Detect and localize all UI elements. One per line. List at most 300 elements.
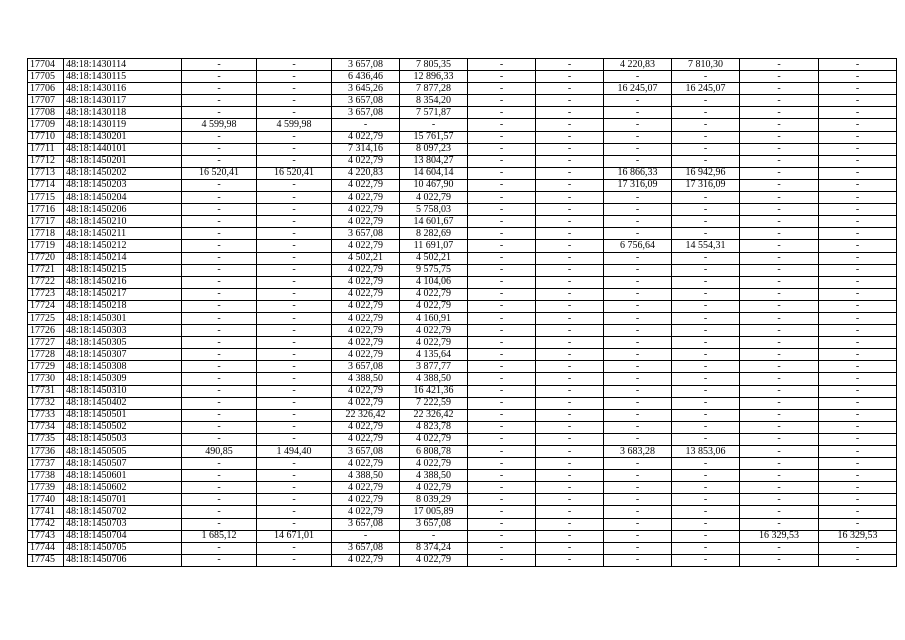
table-cell: 16 520,41 — [257, 167, 332, 179]
table-cell: - — [604, 192, 672, 204]
table-cell: 17737 — [28, 458, 64, 470]
table-cell: - — [740, 542, 819, 554]
table-cell: - — [182, 107, 257, 119]
table-cell: 17730 — [28, 373, 64, 385]
table-cell: - — [740, 373, 819, 385]
table-cell: - — [468, 506, 536, 518]
table-cell: 17722 — [28, 276, 64, 288]
table-cell: 17720 — [28, 252, 64, 264]
table-cell: - — [468, 421, 536, 433]
table-cell: 4 022,79 — [332, 204, 400, 216]
table-cell: - — [182, 518, 257, 530]
table-cell: - — [182, 83, 257, 95]
table-cell: - — [468, 337, 536, 349]
table-row — [28, 433, 897, 445]
table-row — [28, 494, 897, 506]
table-cell: 48:18:1450505 — [64, 446, 182, 458]
table-row — [28, 216, 897, 228]
table-cell: - — [740, 433, 819, 445]
table-cell: - — [819, 131, 897, 143]
table-cell: - — [819, 216, 897, 228]
table-cell: - — [536, 518, 604, 530]
table-row — [28, 325, 897, 337]
table-cell: 17715 — [28, 192, 64, 204]
table-row — [28, 59, 897, 71]
table-cell: 3 657,08 — [332, 542, 400, 554]
table-cell: - — [536, 506, 604, 518]
table-cell: 16 245,07 — [604, 83, 672, 95]
table-cell: 4 022,79 — [332, 155, 400, 167]
table-cell: - — [672, 385, 740, 397]
table-cell: - — [257, 385, 332, 397]
table-cell: - — [257, 361, 332, 373]
data-table — [27, 58, 897, 567]
table-cell: - — [536, 71, 604, 83]
table-cell: 17731 — [28, 385, 64, 397]
table-cell: 48:18:1450218 — [64, 300, 182, 312]
table-cell: - — [740, 325, 819, 337]
table-cell: 48:18:1450706 — [64, 554, 182, 566]
table-cell: - — [536, 59, 604, 71]
table-cell: - — [672, 470, 740, 482]
table-cell: - — [182, 192, 257, 204]
table-cell: - — [468, 542, 536, 554]
table-cell: - — [740, 71, 819, 83]
table-cell: - — [604, 385, 672, 397]
table-cell: 6 436,46 — [332, 71, 400, 83]
table-cell: 1 685,12 — [182, 530, 257, 542]
table-cell: - — [604, 155, 672, 167]
table-cell: - — [257, 95, 332, 107]
table-cell: 9 575,75 — [400, 264, 468, 276]
table-cell: 48:18:1450214 — [64, 252, 182, 264]
table-cell: 17733 — [28, 409, 64, 421]
table-cell: 48:18:1450301 — [64, 312, 182, 324]
table-cell: - — [672, 252, 740, 264]
table-cell: - — [257, 542, 332, 554]
table-cell: - — [536, 494, 604, 506]
table-cell: - — [182, 542, 257, 554]
table-cell: - — [257, 228, 332, 240]
table-row — [28, 337, 897, 349]
table-cell: - — [604, 361, 672, 373]
table-cell: 48:18:1450705 — [64, 542, 182, 554]
table-cell: - — [819, 397, 897, 409]
table-cell: - — [536, 325, 604, 337]
table-cell: 48:18:1430119 — [64, 119, 182, 131]
table-cell: - — [740, 288, 819, 300]
table-cell: - — [182, 349, 257, 361]
table-cell: 17 316,09 — [672, 179, 740, 191]
table-cell: - — [182, 373, 257, 385]
table-cell: 17 005,89 — [400, 506, 468, 518]
table-cell: - — [536, 554, 604, 566]
table-row — [28, 482, 897, 494]
table-cell: 3 657,08 — [332, 228, 400, 240]
table-cell: - — [182, 204, 257, 216]
table-cell: - — [740, 409, 819, 421]
table-cell: - — [672, 361, 740, 373]
table-cell: 17735 — [28, 433, 64, 445]
table-cell: 4 022,79 — [332, 494, 400, 506]
table-cell: 17723 — [28, 288, 64, 300]
table-cell: - — [672, 409, 740, 421]
table-cell: 4 220,83 — [332, 167, 400, 179]
table-cell: - — [604, 252, 672, 264]
table-cell: - — [819, 337, 897, 349]
table-cell: - — [672, 264, 740, 276]
table-cell: - — [536, 240, 604, 252]
table-cell: 4 022,79 — [400, 482, 468, 494]
table-cell: 16 520,41 — [182, 167, 257, 179]
table-cell: - — [672, 506, 740, 518]
table-cell: - — [819, 554, 897, 566]
table-cell: - — [740, 506, 819, 518]
table-cell: - — [604, 494, 672, 506]
table-cell: - — [672, 433, 740, 445]
table-cell: 48:18:1450212 — [64, 240, 182, 252]
table-cell: - — [604, 470, 672, 482]
table-cell: - — [468, 482, 536, 494]
table-cell: - — [468, 119, 536, 131]
table-cell: - — [740, 264, 819, 276]
table-cell: - — [182, 264, 257, 276]
table-cell: 48:18:1450217 — [64, 288, 182, 300]
table-cell: - — [740, 554, 819, 566]
table-cell: - — [672, 518, 740, 530]
table-cell: - — [182, 131, 257, 143]
table-cell: 16 329,53 — [819, 530, 897, 542]
table-row — [28, 264, 897, 276]
table-cell: 14 554,31 — [672, 240, 740, 252]
table-cell: - — [182, 300, 257, 312]
table-cell: 4 022,79 — [332, 312, 400, 324]
table-cell: 10 467,90 — [400, 179, 468, 191]
table-cell: - — [257, 518, 332, 530]
table-cell: - — [604, 264, 672, 276]
table-cell: - — [819, 494, 897, 506]
table-cell: - — [604, 131, 672, 143]
table-cell: - — [182, 506, 257, 518]
table-cell: 4 022,79 — [332, 337, 400, 349]
table-cell: 17711 — [28, 143, 64, 155]
table-cell: - — [672, 482, 740, 494]
table-cell: - — [468, 361, 536, 373]
table-row — [28, 240, 897, 252]
table-cell: 17707 — [28, 95, 64, 107]
table-cell: - — [740, 107, 819, 119]
table-cell: 4 388,50 — [400, 373, 468, 385]
table-cell: - — [604, 482, 672, 494]
table-row — [28, 530, 897, 542]
table-cell: - — [604, 143, 672, 155]
table-cell: - — [468, 385, 536, 397]
table-cell: 13 853,06 — [672, 446, 740, 458]
table-cell: - — [672, 95, 740, 107]
table-cell: - — [468, 470, 536, 482]
table-cell: - — [468, 312, 536, 324]
table-cell: - — [672, 421, 740, 433]
table-cell: 14 604,14 — [400, 167, 468, 179]
table-cell: 17704 — [28, 59, 64, 71]
table-cell: - — [740, 337, 819, 349]
table-cell: - — [468, 276, 536, 288]
table-cell: - — [672, 325, 740, 337]
table-cell: 16 421,36 — [400, 385, 468, 397]
table-cell: - — [468, 95, 536, 107]
table-cell: - — [257, 397, 332, 409]
table-cell: - — [257, 349, 332, 361]
table-cell: 48:18:1450216 — [64, 276, 182, 288]
table-cell: 48:18:1450215 — [64, 264, 182, 276]
table-cell: - — [257, 506, 332, 518]
table-cell: 48:18:1450202 — [64, 167, 182, 179]
table-cell: 17726 — [28, 325, 64, 337]
table-cell: - — [740, 361, 819, 373]
table-row — [28, 373, 897, 385]
table-cell: 4 022,79 — [332, 216, 400, 228]
table-cell: 4 220,83 — [604, 59, 672, 71]
table-cell: 48:18:1450501 — [64, 409, 182, 421]
table-row — [28, 192, 897, 204]
table-cell: - — [257, 554, 332, 566]
table-cell: - — [536, 312, 604, 324]
table-cell: 17741 — [28, 506, 64, 518]
table-cell: 48:18:1450601 — [64, 470, 182, 482]
table-cell: - — [672, 131, 740, 143]
table-cell: - — [182, 494, 257, 506]
table-cell: 7 314,16 — [332, 143, 400, 155]
table-cell: - — [468, 59, 536, 71]
table-row — [28, 470, 897, 482]
table-cell: - — [672, 216, 740, 228]
table-cell: - — [819, 228, 897, 240]
table-cell: 4 022,79 — [332, 264, 400, 276]
table-cell: - — [182, 325, 257, 337]
table-cell: - — [257, 409, 332, 421]
table-cell: 7 877,28 — [400, 83, 468, 95]
table-cell: 17718 — [28, 228, 64, 240]
table-cell: 17725 — [28, 312, 64, 324]
table-cell: - — [819, 518, 897, 530]
table-cell: - — [672, 71, 740, 83]
table-cell: - — [400, 119, 468, 131]
table-cell: 48:18:1450303 — [64, 325, 182, 337]
table-cell: - — [740, 446, 819, 458]
table-cell: 48:18:1450307 — [64, 349, 182, 361]
table-cell: - — [536, 373, 604, 385]
table-cell: - — [604, 276, 672, 288]
table-cell: - — [672, 312, 740, 324]
table-cell: 8 354,20 — [400, 95, 468, 107]
table-cell: - — [257, 204, 332, 216]
table-cell: - — [257, 143, 332, 155]
table-cell: 4 022,79 — [332, 325, 400, 337]
table-cell: - — [468, 349, 536, 361]
table-cell: 48:18:1430116 — [64, 83, 182, 95]
table-cell: 48:18:1430114 — [64, 59, 182, 71]
table-cell: 17742 — [28, 518, 64, 530]
table-cell: 48:18:1450204 — [64, 192, 182, 204]
table-cell: 6 808,78 — [400, 446, 468, 458]
table-cell: 3 657,08 — [400, 518, 468, 530]
table-cell: - — [536, 385, 604, 397]
table-cell: - — [672, 204, 740, 216]
table-cell: - — [740, 518, 819, 530]
table-cell: - — [672, 458, 740, 470]
table-row — [28, 288, 897, 300]
table-cell: 4 022,79 — [332, 288, 400, 300]
table-cell: - — [468, 325, 536, 337]
table-cell: - — [604, 312, 672, 324]
table-cell: 4 022,79 — [332, 349, 400, 361]
table-cell: - — [536, 361, 604, 373]
table-cell: 17740 — [28, 494, 64, 506]
table-cell: 4 135,64 — [400, 349, 468, 361]
table-cell: - — [740, 155, 819, 167]
table-cell: - — [819, 252, 897, 264]
table-cell: - — [819, 276, 897, 288]
table-cell: 22 326,42 — [400, 409, 468, 421]
table-cell: 17714 — [28, 179, 64, 191]
table-cell: 48:18:1450309 — [64, 373, 182, 385]
table-row — [28, 518, 897, 530]
table-cell: - — [604, 421, 672, 433]
table-cell: 4 502,21 — [400, 252, 468, 264]
table-cell: 17708 — [28, 107, 64, 119]
table-cell: - — [740, 83, 819, 95]
table-cell: - — [182, 397, 257, 409]
table-cell: - — [182, 95, 257, 107]
table-cell: - — [536, 470, 604, 482]
table-cell: 4 388,50 — [332, 470, 400, 482]
table-cell: 4 160,91 — [400, 312, 468, 324]
table-cell: 48:18:1430118 — [64, 107, 182, 119]
table-cell: - — [536, 264, 604, 276]
table-cell: - — [740, 494, 819, 506]
table-cell: - — [468, 179, 536, 191]
table-cell: - — [257, 216, 332, 228]
table-cell: - — [468, 373, 536, 385]
table-row — [28, 300, 897, 312]
table-cell: - — [819, 446, 897, 458]
table-cell: - — [536, 397, 604, 409]
table-cell: 48:18:1450602 — [64, 482, 182, 494]
table-cell: - — [819, 482, 897, 494]
table-cell: - — [819, 59, 897, 71]
table-cell: - — [468, 192, 536, 204]
table-cell: 48:18:1450402 — [64, 397, 182, 409]
table-cell: - — [257, 421, 332, 433]
table-cell: - — [819, 421, 897, 433]
table-cell: - — [468, 288, 536, 300]
table-row — [28, 506, 897, 518]
table-cell: - — [468, 204, 536, 216]
table-cell: - — [740, 131, 819, 143]
table-cell: 22 326,42 — [332, 409, 400, 421]
table-cell: 48:18:1450305 — [64, 337, 182, 349]
table-cell: 48:18:1450502 — [64, 421, 182, 433]
table-cell: - — [468, 446, 536, 458]
table-cell: - — [740, 167, 819, 179]
table-cell: 48:18:1450310 — [64, 385, 182, 397]
table-cell: - — [182, 554, 257, 566]
table-cell: 17732 — [28, 397, 64, 409]
table-cell: - — [819, 361, 897, 373]
table-row — [28, 155, 897, 167]
table-cell: - — [257, 71, 332, 83]
table-cell: - — [257, 83, 332, 95]
table-cell: 4 022,79 — [332, 192, 400, 204]
table-cell: - — [740, 119, 819, 131]
table-cell: - — [740, 458, 819, 470]
table-cell: - — [604, 71, 672, 83]
table-cell: 4 022,79 — [332, 276, 400, 288]
table-cell: - — [672, 288, 740, 300]
table-cell: - — [468, 252, 536, 264]
table-cell: 16 866,33 — [604, 167, 672, 179]
table-cell: 4 022,79 — [332, 433, 400, 445]
table-row — [28, 361, 897, 373]
table-row — [28, 143, 897, 155]
table-cell: 48:18:1450308 — [64, 361, 182, 373]
table-cell: - — [468, 143, 536, 155]
table-cell: - — [740, 312, 819, 324]
table-cell: - — [819, 300, 897, 312]
table-cell: - — [604, 228, 672, 240]
table-row — [28, 179, 897, 191]
table-cell: 1 494,40 — [257, 446, 332, 458]
table-cell: - — [536, 252, 604, 264]
table-cell: - — [604, 506, 672, 518]
table-cell: - — [182, 179, 257, 191]
table-cell: - — [819, 325, 897, 337]
table-row — [28, 276, 897, 288]
table-cell: 4 022,79 — [332, 131, 400, 143]
table-cell: 17719 — [28, 240, 64, 252]
table-cell: - — [819, 107, 897, 119]
table-cell: - — [536, 337, 604, 349]
table-cell: 48:18:1450201 — [64, 155, 182, 167]
table-cell: - — [182, 216, 257, 228]
table-cell: - — [257, 240, 332, 252]
table-cell: 48:18:1450503 — [64, 433, 182, 445]
table-cell: 4 022,79 — [400, 554, 468, 566]
table-cell: 4 022,79 — [332, 385, 400, 397]
table-cell: - — [819, 119, 897, 131]
table-cell: - — [672, 373, 740, 385]
table-cell: 3 683,28 — [604, 446, 672, 458]
table-cell: - — [672, 337, 740, 349]
table-cell: - — [740, 228, 819, 240]
table-cell: 4 823,78 — [400, 421, 468, 433]
table-cell: 3 657,08 — [332, 446, 400, 458]
table-cell: - — [182, 143, 257, 155]
table-cell: - — [604, 204, 672, 216]
table-cell: - — [468, 518, 536, 530]
table-cell: 17717 — [28, 216, 64, 228]
table-cell: 4 599,98 — [182, 119, 257, 131]
table-cell: 16 329,53 — [740, 530, 819, 542]
table-cell: - — [819, 71, 897, 83]
table-cell: - — [604, 433, 672, 445]
table-cell: - — [672, 192, 740, 204]
table-cell: 17712 — [28, 155, 64, 167]
table-cell: - — [819, 288, 897, 300]
table-cell: - — [604, 300, 672, 312]
table-cell: - — [468, 554, 536, 566]
table-cell: - — [468, 433, 536, 445]
